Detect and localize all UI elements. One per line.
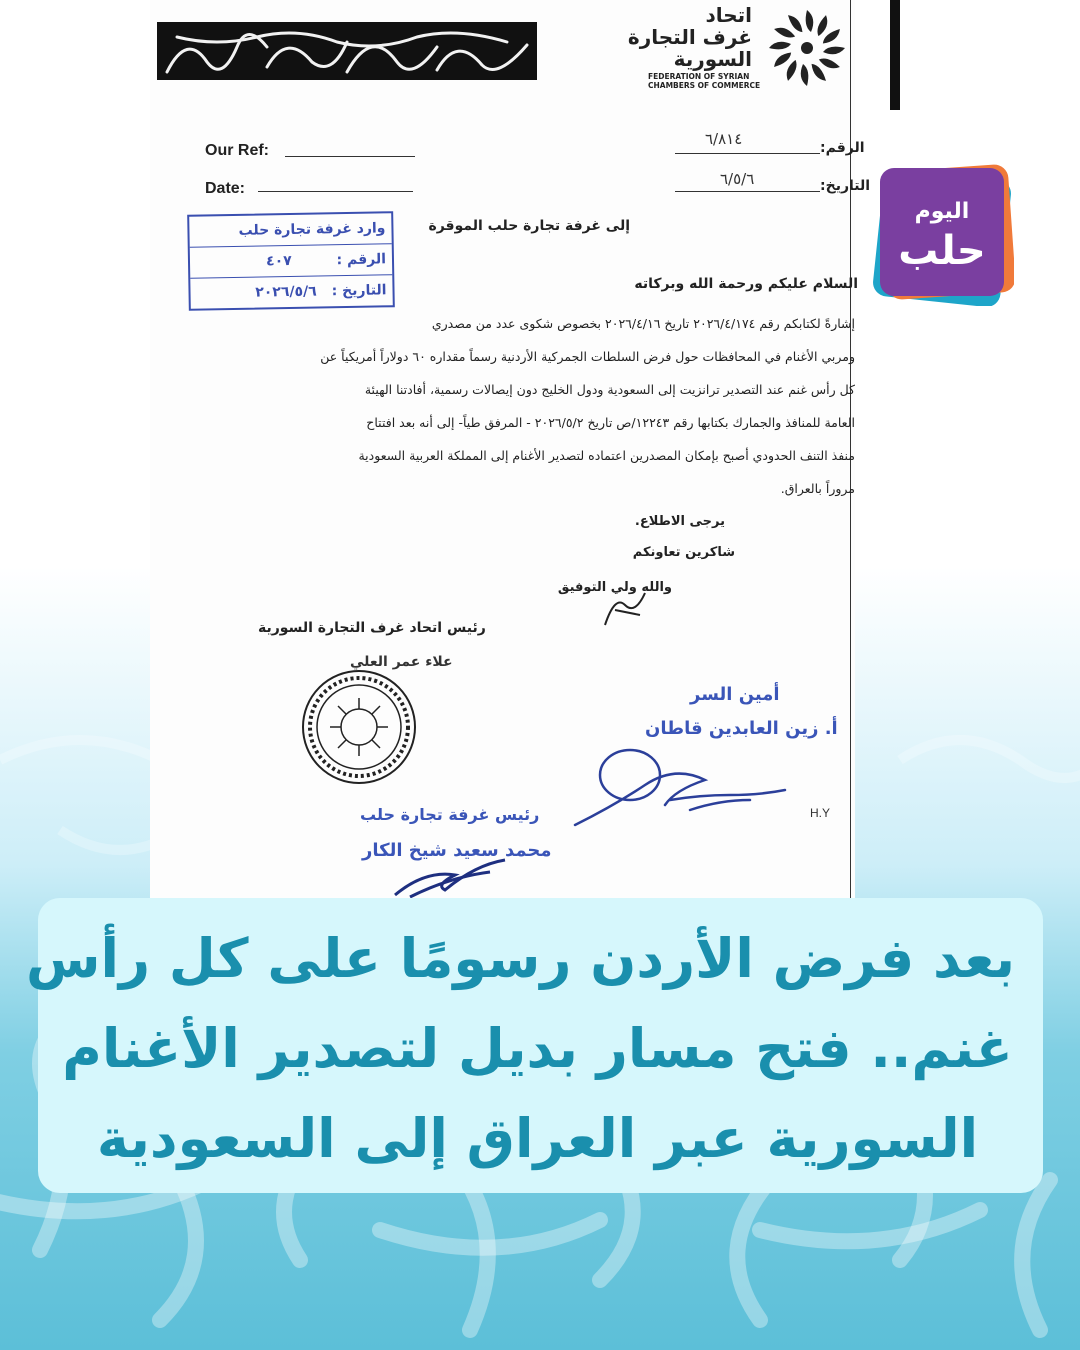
letterhead-org-line3: السورية: [673, 47, 752, 71]
typist-initials: H.Y: [810, 806, 831, 820]
secretary-title: أمين السر: [690, 684, 780, 705]
headline-line3: السورية عبر العراق إلى السعودية: [96, 1107, 979, 1170]
small-signature-icon: [600, 590, 650, 630]
letter-body-line: إشارةً لكتابكم رقم ٢٠٢٦/٤/١٧٤ تاريخ ٢٠٢٦/٤/١٦ بخصوص شكوى عدد من مصدري: [431, 316, 855, 331]
number-value: ٦/٨١٤: [705, 130, 743, 148]
letter-body-line: كل رأس غنم عند التصدير ترانزيت إلى السعودية ودول الخليج دون إيصالات رسمية، أفادتنا الهيئة: [364, 382, 855, 397]
closing-god-bless: والله ولي التوفيق: [557, 580, 672, 595]
letter-body-line: مروراً بالعراق.: [780, 481, 855, 496]
letterhead-org-line2: غرف التجارة: [627, 25, 752, 49]
our-ref-line: [285, 156, 415, 157]
stamp-number-row: [190, 244, 393, 279]
signer-title: رئيس اتحاد غرف التجارة السورية: [258, 620, 486, 636]
letter-body-line: ومربي الأغنام في المحافظات حول فرض السلطات الجمركية الأردنية رسماً مقداره ٦٠ دولاراً أمريكياً عن: [320, 349, 855, 364]
closing-thanks: شاكرين تعاونكم: [632, 545, 735, 560]
letterhead-org-line1: اتحاد: [705, 3, 752, 27]
halab-today-logo-icon: [872, 160, 1014, 306]
letterhead-org-en-line2: CHAMBERS OF COMMERCE: [648, 81, 761, 90]
stamp-date-value: ٢٠٢٦/٥/٦: [255, 283, 317, 301]
date-label: Date:: [205, 180, 246, 197]
number-label-ar: الرقم:: [820, 140, 865, 156]
letterhead-org-english: [648, 72, 763, 90]
incoming-stamp: [187, 211, 395, 311]
letterhead-org-en-line1: FEDERATION OF SYRIAN: [648, 72, 750, 81]
letter-addressee: إلى غرفة تجارة حلب الموقرة: [428, 218, 630, 234]
letter-body-line: منفذ التنف الحدودي أصبح بإمكان المصدرين اعتماده لتصدير الأغنام إلى المملكة العربية السعودية: [358, 448, 855, 463]
headline-line2: غنم.. فتح مسار بديل لتصدير الأغنام: [62, 1017, 1013, 1080]
date-line: [258, 191, 413, 192]
number-line-ar: [675, 153, 820, 154]
official-seal-icon: [300, 668, 418, 786]
headline-line1: بعد فرض الأردن رسومًا على كل رأس: [26, 927, 1015, 990]
date-label-ar: التاريخ:: [820, 178, 871, 194]
federation-logo-icon: [765, 6, 850, 91]
secretary-signature-icon: [570, 735, 790, 830]
our-ref-label: Our Ref:: [205, 142, 269, 159]
letterhead-org-arabic: [628, 4, 752, 70]
closing-please-review: يرجى الاطلاع.: [634, 514, 725, 529]
calligraphy-banner: [157, 22, 537, 80]
stamp-title: وارد غرفة تجارة حلب: [189, 213, 392, 248]
stamp-date-label: التاريخ :: [331, 282, 387, 300]
date-line-ar: [675, 191, 820, 192]
badge-line2: حلب: [898, 228, 986, 274]
aleppo-signature-icon: [390, 855, 510, 900]
letter-greeting: السلام عليكم ورحمة الله وبركاته: [634, 276, 858, 292]
aleppo-chamber-title: رئيس غرفة تجارة حلب: [360, 805, 540, 824]
stamp-number-value: ٤٠٧: [265, 252, 292, 270]
signer-name: علاء عمر العلي: [350, 654, 453, 670]
document-binding-bar: [890, 0, 900, 110]
letter-body-line: العامة للمنافذ والجمارك بكتابها رقم ١٢٢٤٣/ص تاريخ ٢٠٢٦/٥/٢ - المرفق طياً- إلى أنه بعد افتتاح: [366, 415, 855, 430]
badge-line1: اليوم: [914, 199, 970, 224]
date-value: ٦/٥/٦: [720, 170, 755, 188]
stamp-date-row: [190, 275, 392, 309]
secretary-name: أ. زين العابدين قاطان: [645, 718, 838, 739]
stamp-number-label: الرقم :: [336, 251, 387, 269]
aleppo-chamber-name: محمد سعيد شيخ الكار: [362, 840, 552, 861]
headline-text: [26, 914, 1015, 1184]
